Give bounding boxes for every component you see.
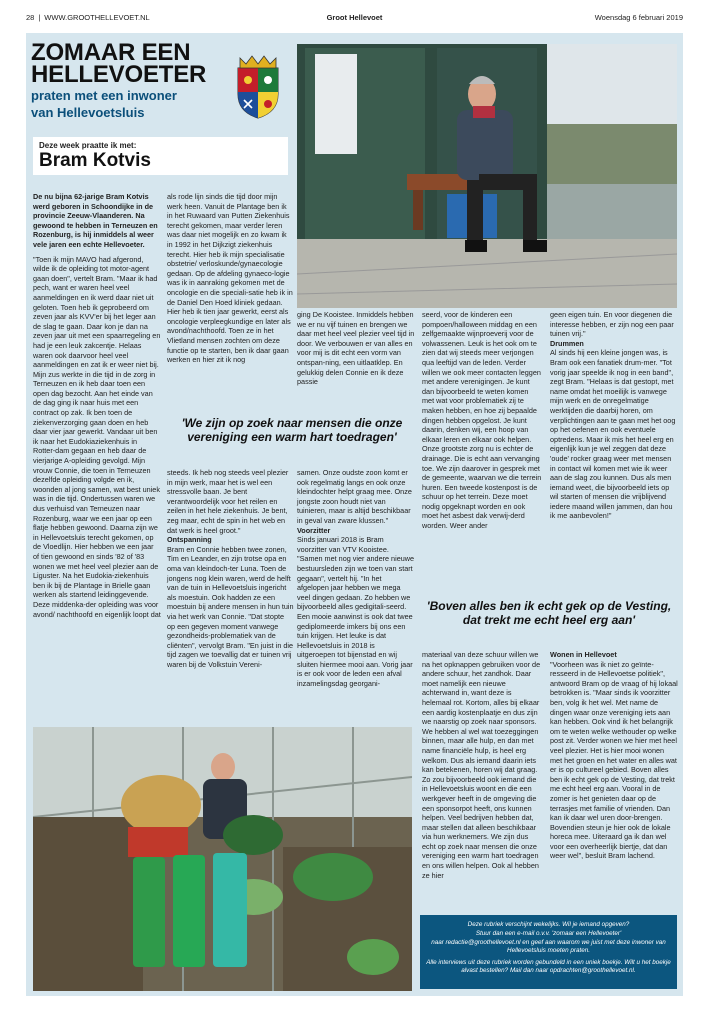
section-heading-voorzitter: Voorzitter (297, 525, 331, 535)
column-5-top (550, 310, 678, 521)
subtitle-line-1: praten met een inwoner (31, 88, 177, 103)
body-paragraph: Sinds januari 2018 is Bram voorzitter van VTV Kooistee. "Samen met nog vier andere nieuwe bestuursleden zijn we toen van start gegaan", vertelt hij. "In het afgelopen jaar hebben we mega veel dingen gedaan. Zo hebben we bijvoorbeeld alles gedigitali-seerd. Een mooie aanwinst is ook dat twee gediplomeerde imkers bij ons een tuin krijgen. Het leuke is dat Hellevoetsluis in 2018 is uitgeroepen tot bijenstad en wij sluiten hiermee mooi aan. Vorig jaar is er ook voor de leden een afval inzamelingsdag georgani- (297, 535, 415, 689)
interviewee-box (33, 137, 288, 175)
footer-line: Deze rubriek verschijnt wekelijks. Wil je iemand opgeven? (467, 921, 630, 928)
page-number: 28 (26, 12, 35, 22)
body-paragraph: "Voorheen was ik niet zo geïnte-resseerd in de Hellevoetse politiek", antwoord Bram op de vraag of hij lokaal betrokken is. "Maar sinds ik voorzitter ben, volg ik het wel. Met name de dingen waar onze vereniging iets aan kan hebben. Ook vind ik het belangrijk om te weten welke wethouder op welke post zit. Verder wonen we hier met heel veel plezier. Het is hier mooi wonen met het groen en het water en alles wat er is op cultureel gebied. Boven alles ben ik echt gek op de Vesting, dat trekt me echt heel erg aan. Vooral in de zomer is het genieten daar op de terrasjes met familie of vrienden. Dan kan ik daar wel uren door-brengen. Bovendien steun je hier ook de lokale horeca mee. Uiteraard ga ik dan wel voor een overheerlijk biertje, dat dan weer wel", besluit Bram lachend. (550, 659, 678, 861)
issue-date: Woensdag 6 februari 2019 (594, 12, 683, 22)
page-header: 28 | WWW.GROOTHELLEVOET.NL Groot Hellevoet Woensdag 6 februari 2019 (26, 12, 683, 22)
body-paragraph: "Toen ik mijn MAVO had afgerond, wilde ik de opleiding tot motor-agent gaan doen", vertelt Bram. "Maar ik had pech, want er waren heel veel aanmeldingen en ik werd daar niet uit geloten. Toen heb ik geprobeerd om zeven jaar als KVV'er bij het leger aan de slag te gaan. Daar kon je dan na zeven jaar uit met een spaarregeling en had je een leuk zakcentje. Helaas waren ook daarvoor heel veel aanmeldingen en zat ik er weer niet bij. Mijn zus werkte in die tijd in de zorg in Terneuzen en ik heb daar toen een open dag bezocht. Aan het einde van de dag ging ik naar huis met een contract op zak. Ik ben toen de ziekenverzorging gaan doen en heb daar vier jaar gewerkt. Vandaar uit ben ik naar het Eudokiaziekenhuis in Rotter-dam gegaan en heb daar de vierjarige A-opleiding gevolgd. Mijn vrouw Connie, die toen in Terneuzen dezelfde opleiding volgde en ik, woonden al jong samen, wat best uniek was in die tijd. Ondertussen waren we dus verhuisd van Terneuzen naar Rozenburg, waar we een jaar op een flatje hebben gewoond. Daarna zijn we in Hellevoetsluis terecht gekomen, op de Vloedlijn. Hier hebben we een jaar of tien gewoond en sinds '82 of '83 wonen we met heel veel plezier aan de Liguster. Na het Eudokia-ziekenhuis ben ik bij de Plantage in Brielle gaan werken als startend leidinggevende. Deze middenka-der opleiding was voor avond/ nachthoofd en eigenlijk loopt dat (33, 254, 161, 619)
pull-quote-2-line-2: dat trekt me echt heel erg aan' (462, 613, 636, 627)
pull-quote-1-line-1: 'We zijn op zoek naar mensen die onze (181, 416, 403, 430)
column-3-top (297, 310, 415, 387)
body-paragraph: steeds. Ik heb nog steeds veel plezier in mijn werk, maar het is wel een stressvolle baan. Je bent verantwoordelijk voor het reilen en zeilen in het hele ziekenhuis. Je bent, zeg maar, echt de spin in het web en dat werk is heel groot." (167, 468, 289, 535)
paper-name: Groot Hellevoet (326, 12, 383, 22)
body-paragraph: Bram en Connie hebben twee zonen, Tim en Leander, en zijn trotse opa en oma van kleindoch-ter Luna. Toen de jongens nog klein waren, werd de helft van de tuin in Hellevoetsluis ingericht als moestuin. Ook hadden ze een moestuin bij andere mensen in hun tuin via het werk van Connie. "Dat stopte op een gegeven moment vanwege gezondheids-problematiek van de cliënten", vervolgt Bram. "En juist in die tijd zagen we toevallig dat er tuinen vrij waren bij de Volkstuin Vereni- (167, 544, 294, 669)
pull-quote-2 (420, 599, 678, 627)
subtitle-line-2: van Hellevoetsluis (31, 105, 145, 120)
body-paragraph: Al sinds hij een kleine jongen was, is Bram ook een fanatiek drum-mer. "Tot vorig jaar speelde ik nog in een band", zegt Bram. "Helaas is dat gestopt, met name omdat het moeilijk is vanwege mijn werk en de onregelmatige werktijden die daarbij horen, om verplichtingen aan te gaan met het oog op het oefenen en ook eventuele optredens. Maar ik mis het heel erg en eigenlijk kun je wel zeggen dat deze 'oude' rocker graag weer met mensen in contact wil komen met wie ik weer aan de slag zou kunnen. Dus als men iemand weet, die bijvoorbeeld iets op wil starten of mensen die vrijblijvend iedere maand willen jammen, dan hou ik me aanbevolen!" (550, 348, 676, 521)
column-2-mid (167, 468, 294, 669)
coat-of-arms-icon (232, 54, 284, 120)
column-3-mid (297, 468, 415, 689)
footer-info-box (420, 915, 677, 989)
interviewee-name: Bram Kotvis (39, 150, 151, 171)
section-heading-ontspanning: Ontspanning (167, 535, 212, 545)
pull-quote-1-line-2: vereniging een warm hart toedragen' (187, 430, 397, 444)
section-heading-drummen: Drummen (550, 338, 584, 348)
pull-quote-1 (167, 416, 417, 444)
footer-line: Stuur dan een e-mail o.v.v. 'zomaar een Hellevoeter' (475, 930, 622, 937)
section-heading-wonen: Wonen in Hellevoet (550, 650, 617, 659)
body-paragraph: materiaal van deze schuur willen we na het opknappen gebruiken voor de andere schuur, het zandhok. Daar moet namelijk een nieuwe achterwand in, want deze is helemaal rot. Kortom, alles bij elkaar een aardig kostenplaatje en dus zijn we naarstig op zoek naar sponsors. We hebben al wel wat toezeggingen binnen, maar alle hulp, en dan met name financiële hulp, is heel erg welkom. Dus als iemand daarin iets kan betekenen, horen wij dat graag. Zo zou bijvoorbeeld ook iemand die in Hellevoetsluis woont en die een werkgever heeft in de omgeving die een sponsorpot heeft, ons kunnen helpen. Veel bedrijven hebben dat, maar stellen dat alleen beschikbaar via hun werknemers. We zijn dus echt op zoek naar mensen die onze vereniging een warm hart toedragen en ons willen helpen. Ook al hebben ze hier (422, 650, 541, 880)
column-4-bottom (422, 650, 542, 880)
site-url[interactable]: WWW.GROOTHELLEVOET.NL (44, 12, 150, 22)
title-line-1: ZOMAAR EEN (31, 39, 191, 66)
column-1 (33, 192, 161, 619)
photo-man-on-bench (297, 44, 677, 308)
title-line-2: HELLEVOETER (31, 61, 207, 88)
body-paragraph: ging De Kooistee. Inmiddels hebben we er nu vijf tuinen en brengen we daar met heel veel plezier veel tijd in door. We verbouwen er van alles en voor mij is dit echt een vorm van ontspan-ning, een uitlaatklep. En gelukkig delen Connie en ik deze passie (297, 310, 415, 387)
column-4-top (422, 310, 542, 531)
intro-paragraph: De nu bijna 62-jarige Bram Kotvis werd geboren in Schoondijke in de provincie Zeeuw-Vlaanderen. Na gewoond te hebben in Terneuzen en Rozenburg, is hij inmiddels al weer vele jaren een echte Hellevoeter. (33, 192, 158, 249)
photo-greenhouse (33, 727, 412, 991)
interviewee-label: Deze week praatte ik met: (39, 141, 137, 150)
body-paragraph: samen. Onze oudste zoon komt er ook regelmatig langs en ook onze kleindochter helpt graag mee. Onze jongste zoon houdt niet van tuinieren, maar is altijd beschikbaar in geval van zware klussen." (297, 468, 412, 525)
body-paragraph: als rode lijn sinds die tijd door mijn werk heen. Vanuit de Plantage ben ik in het Ruwaard van Putten Ziekenhuis terecht gekomen, maar verder leren was daar niet mogelijk en zo kwam ik in 1992 in het Dijkzigt ziekenhuis terecht. Hier heb ik mijn specialisatie obstetrie/ verloskunde/gynaecologie gedaan. Op de afdeling gynaeco-logie was ik in aanraking gekomen met de oncologie en die speciali-satie heb ik in de Daniel Den Hoed kliniek gedaan. Hier heb ik tien jaar gewerkt, eerst als oncologie verpleegkundige en later als avond/nachthoofd. Toen ze in het Vlietland mensen zochten om deze functie op te starten, ben ik daar gaan werken en hier zit ik nog (167, 192, 293, 365)
pull-quote-2-line-1: 'Boven alles ben ik echt gek op de Vesting, (426, 599, 672, 613)
body-paragraph: geen eigen tuin. En voor diegenen die interesse hebben, er zijn nog een paar tuinen vrij." (550, 310, 674, 339)
column-5-bottom (550, 650, 678, 861)
footer-line[interactable]: naar redactie@groothellevoet.nl en geef aan waarom we juist met deze inwoner van Hellevoetsluis moeten praten. (431, 939, 666, 954)
footer-line[interactable]: Alle interviews uit deze rubriek worden gebundeld in een uniek boekje. Wilt u het boekje alvast bestellen? Mail dan naar opdrachten@groothellevoet.nl. (426, 959, 671, 974)
column-2-top (167, 192, 294, 365)
body-paragraph: seerd, voor de kinderen een pompoen/halloween middag en een zelfgemaakte wijnproeverij voor de volwassenen. Leuk is het ook om te zien dat wij steeds meer verjongen qua leeftijd van de leden. Verder willen we ook meer contacten leggen met andere verenigingen. Je kunt dan bijvoorbeeld te weten komen met wat voor problematiek zij te maken hebben, en hoe zij bepaalde dingen hebben opgelost. Je kunt daarin, denken wij, een hoop van elkaar leren en elkaar ook helpen. Onze grootste zorg nu is echter de drainage. Die is echt aan vervanging toe. We zijn daarover in gesprek met de gemeente, waarvan we die terrein huren. Een tweede kostenpost is de schuur op het terrein. Deze moet nodig opgeknapt worden en ook moet het asbest dak verwij-derd worden. Weer ander (422, 310, 542, 531)
